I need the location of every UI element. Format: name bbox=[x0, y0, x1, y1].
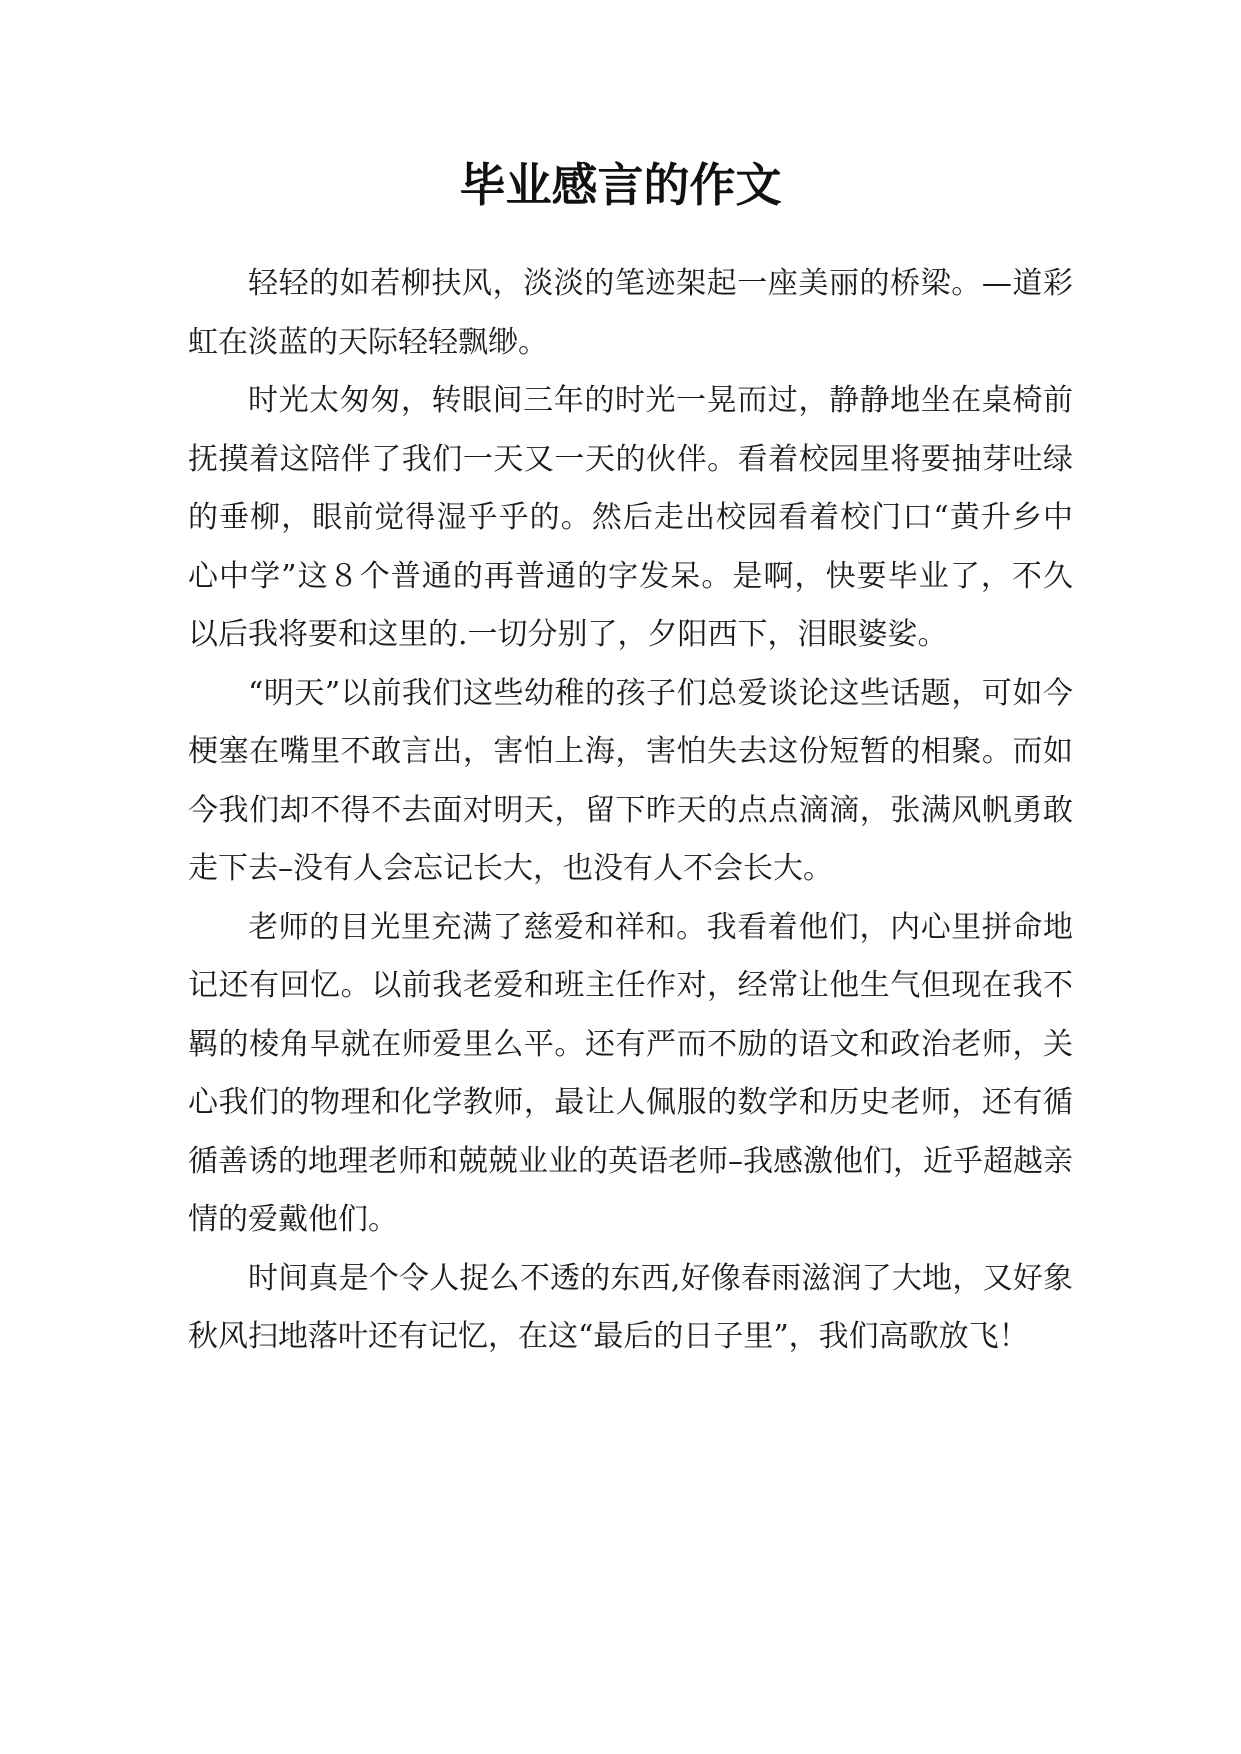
paragraph: 老师的目光里充满了慈爱和祥和。我看着他们，内心里拼命地记还有回忆。以前我老爱和班主任作对，经常让他生气但现在我不羁的棱角早就在师爱里么平。还有严而不励的语文和政治老师，关心我们的物理和化学教师，最让人佩服的数学和历史老师，还有循循善诱的地理老师和兢兢业业的英语老师–我感激他们，近乎超越亲情的爱戴他们。 bbox=[188, 909, 1073, 1237]
page-title: 毕业感言的作文 bbox=[459, 158, 782, 212]
paragraph: 轻轻的如若柳扶风，淡淡的笔迹架起一座美丽的桥梁。—道彩虹在淡蓝的天际轻轻飘缈。 bbox=[188, 266, 1073, 360]
essay-body bbox=[188, 255, 1073, 1367]
paragraph: “明天”以前我们这些幼稚的孩子们总爱谈论这些话题，可如今梗塞在嘴里不敢言出，害怕上海，害怕失去这份短暂的相聚。而如今我们却不得不去面对明天，留下昨天的点点滴滴，张满风帆勇敢走下去–没有人会忘记长大，也没有人不会长大。 bbox=[188, 675, 1073, 886]
paragraph: 时光太匆匆，转眼间三年的时光一晃而过，静静地坐在桌椅前抚摸着这陪伴了我们一天又一天的伙伴。看着校园里将要抽芽吐绿的垂柳，眼前觉得湿乎乎的。然后走出校园看着校门口“黄升乡中心中学”这８个普通的再普通的字发呆。是啊，快要毕业了，不久以后我将要和这里的.一切分别了，夕阳西下，泪眼婆娑。 bbox=[188, 383, 1073, 652]
paragraph: 时间真是个令人捉么不透的东西,好像春雨滋润了大地，又好象秋风扫地落叶还有记忆，在这“最后的日子里”，我们高歌放飞！ bbox=[188, 1260, 1073, 1354]
